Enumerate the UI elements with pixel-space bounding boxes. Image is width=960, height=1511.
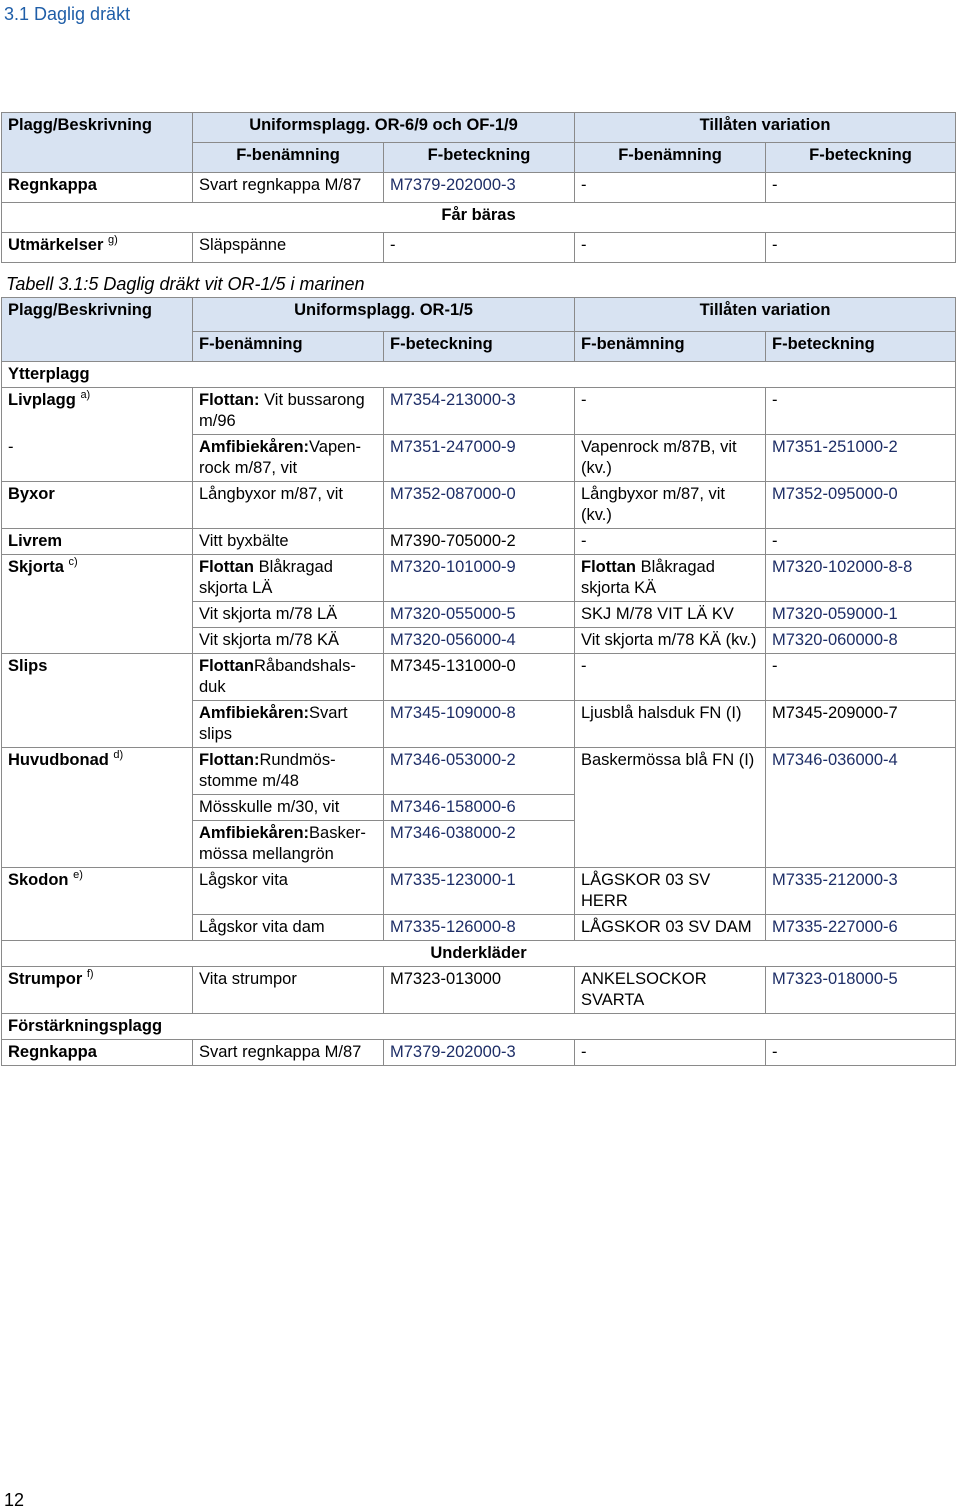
item-code: M7345-109000-8 bbox=[384, 701, 575, 748]
subheader-alt-f-beteckning: F-beteckning bbox=[766, 143, 956, 173]
row-label: Huvudbonad $^{d)}$ bbox=[2, 748, 193, 868]
row-label: Strumpor $^{f)}$ bbox=[2, 967, 193, 1014]
item-name: Mösskulle m/30, vit bbox=[193, 795, 384, 821]
table-row bbox=[2, 435, 956, 482]
item-name: Flottan: Vit bussarong m/96 bbox=[193, 388, 384, 435]
page-number: 12 bbox=[4, 1490, 25, 1510]
alt-item-name: Baskermössa blå FN (I) bbox=[575, 748, 766, 868]
uniform-table-or6 bbox=[1, 112, 956, 263]
item-code: M7320-055000-5 bbox=[384, 602, 575, 628]
item-name: Lågskor vita dam bbox=[193, 915, 384, 941]
subheader-f-benamning: F-benämning bbox=[193, 143, 384, 173]
table-caption: Tabell 3.1:5 Daglig dräkt vit OR-1/5 i marinen bbox=[6, 274, 365, 294]
table-row bbox=[2, 233, 956, 263]
subheader-alt-f-benamning: F-benämning bbox=[575, 332, 766, 362]
item-code: M7346-158000-6 bbox=[384, 795, 575, 821]
alt-item-name: Vit skjorta m/78 KÄ (kv.) bbox=[575, 628, 766, 654]
alt-item-code: - bbox=[766, 654, 956, 701]
item-code: M7345-131000-0 bbox=[384, 654, 575, 701]
alt-item-name: Vapenrock m/87B, vit (kv.) bbox=[575, 435, 766, 482]
column-header-empty bbox=[2, 332, 193, 362]
item-name: Svart regnkappa M/87 bbox=[193, 1040, 384, 1066]
row-label: Utmärkelser $^{g)}$ bbox=[2, 233, 193, 263]
item-name: Svart regnkappa M/87 bbox=[193, 173, 384, 203]
subheader-alt-f-beteckning: F-beteckning bbox=[766, 332, 956, 362]
alt-item-name: LÅGSKOR 03 SV DAM bbox=[575, 915, 766, 941]
item-name: Vitt byxbälte bbox=[193, 529, 384, 555]
item-name: Flottan:Rundmös-stomme m/48 bbox=[193, 748, 384, 795]
item-name: Lågskor vita bbox=[193, 868, 384, 915]
item-code: M7352-087000-0 bbox=[384, 482, 575, 529]
row-label: Skjorta $^{c)}$ bbox=[2, 555, 193, 654]
alt-item-name: Ljusblå halsduk FN (I) bbox=[575, 701, 766, 748]
item-code: M7390-705000-2 bbox=[384, 529, 575, 555]
row-label: Skodon $^{e)}$ bbox=[2, 868, 193, 941]
uniform-table-or1 bbox=[1, 297, 956, 1066]
column-header-uniform: Uniformsplagg. OR-1/5 bbox=[193, 298, 575, 332]
table-row bbox=[2, 555, 956, 602]
column-header-plagg: Plagg/Beskrivning bbox=[2, 113, 193, 143]
row-label: Regnkappa bbox=[2, 173, 193, 203]
alt-item-name: - bbox=[575, 388, 766, 435]
column-header-plagg: Plagg/Beskrivning bbox=[2, 298, 193, 332]
item-name: Vit skjorta m/78 KÄ bbox=[193, 628, 384, 654]
column-header-empty bbox=[2, 143, 193, 173]
alt-item-name: - bbox=[575, 173, 766, 203]
alt-item-code: M7351-251000-2 bbox=[766, 435, 956, 482]
column-header-variation: Tillåten variation bbox=[575, 298, 956, 332]
item-code: M7354-213000-3 bbox=[384, 388, 575, 435]
item-code: M7320-056000-4 bbox=[384, 628, 575, 654]
alt-item-name: - bbox=[575, 1040, 766, 1066]
item-name: Flottan Blåkragad skjorta LÄ bbox=[193, 555, 384, 602]
alt-item-name: - bbox=[575, 529, 766, 555]
alt-item-code: M7323-018000-5 bbox=[766, 967, 956, 1014]
item-name: Amfibiekåren:Basker-mössa mellangrön bbox=[193, 821, 384, 868]
alt-item-code: M7352-095000-0 bbox=[766, 482, 956, 529]
row-label: Livplagg $^{a)}$ bbox=[2, 388, 193, 435]
table-row bbox=[2, 868, 956, 915]
item-code: M7346-053000-2 bbox=[384, 748, 575, 795]
row-label: Slips bbox=[2, 654, 193, 748]
item-code: M7323-013000 bbox=[384, 967, 575, 1014]
item-code: M7320-101000-9 bbox=[384, 555, 575, 602]
row-label: - bbox=[2, 435, 193, 482]
alt-item-code: - bbox=[766, 388, 956, 435]
alt-item-name: ANKELSOCKOR SVARTA bbox=[575, 967, 766, 1014]
table-row bbox=[2, 482, 956, 529]
group-heading: Får bäras bbox=[2, 203, 956, 233]
item-code: M7335-123000-1 bbox=[384, 868, 575, 915]
table-row bbox=[2, 748, 956, 795]
item-name: Vita strumpor bbox=[193, 967, 384, 1014]
alt-item-name: - bbox=[575, 654, 766, 701]
group-heading: Underkläder bbox=[2, 941, 956, 967]
item-name: Långbyxor m/87, vit bbox=[193, 482, 384, 529]
alt-item-code: - bbox=[766, 529, 956, 555]
alt-item-code: M7345-209000-7 bbox=[766, 701, 956, 748]
item-name: Släpspänne bbox=[193, 233, 384, 263]
item-code: M7379-202000-3 bbox=[384, 1040, 575, 1066]
alt-item-code: M7320-102000-8-8 bbox=[766, 555, 956, 602]
alt-item-code: M7335-212000-3 bbox=[766, 868, 956, 915]
table-row bbox=[2, 388, 956, 435]
item-code: M7335-126000-8 bbox=[384, 915, 575, 941]
table-row bbox=[2, 1040, 956, 1066]
subheader-alt-f-benamning: F-benämning bbox=[575, 143, 766, 173]
table-row bbox=[2, 173, 956, 203]
alt-item-code: M7346-036000-4 bbox=[766, 748, 956, 868]
item-code: M7351-247000-9 bbox=[384, 435, 575, 482]
row-label: Byxor bbox=[2, 482, 193, 529]
alt-item-name: - bbox=[575, 233, 766, 263]
subheader-f-beteckning: F-beteckning bbox=[384, 332, 575, 362]
alt-item-name: LÅGSKOR 03 SV HERR bbox=[575, 868, 766, 915]
alt-item-name: Flottan Blåkragad skjorta KÄ bbox=[575, 555, 766, 602]
alt-item-code: - bbox=[766, 173, 956, 203]
row-label: Livrem bbox=[2, 529, 193, 555]
item-code: - bbox=[384, 233, 575, 263]
table-row bbox=[2, 654, 956, 701]
alt-item-name: Långbyxor m/87, vit (kv.) bbox=[575, 482, 766, 529]
subheader-f-benamning: F-benämning bbox=[193, 332, 384, 362]
item-name: Vit skjorta m/78 LÄ bbox=[193, 602, 384, 628]
item-code: M7379-202000-3 bbox=[384, 173, 575, 203]
alt-item-code: M7320-059000-1 bbox=[766, 602, 956, 628]
column-header-uniform: Uniformsplagg. OR-6/9 och OF-1/9 bbox=[193, 113, 575, 143]
table-row bbox=[2, 967, 956, 1014]
item-code: M7346-038000-2 bbox=[384, 821, 575, 868]
alt-item-code: M7320-060000-8 bbox=[766, 628, 956, 654]
column-header-variation: Tillåten variation bbox=[575, 113, 956, 143]
alt-item-name: SKJ M/78 VIT LÄ KV bbox=[575, 602, 766, 628]
group-heading: Ytterplagg bbox=[2, 362, 956, 388]
item-name: FlottanRåbandshals-duk bbox=[193, 654, 384, 701]
alt-item-code: - bbox=[766, 233, 956, 263]
section-heading: 3.1 Daglig dräkt bbox=[4, 4, 131, 24]
table-row bbox=[2, 529, 956, 555]
item-name: Amfibiekåren:Vapen-rock m/87, vit bbox=[193, 435, 384, 482]
alt-item-code: M7335-227000-6 bbox=[766, 915, 956, 941]
item-name: Amfibiekåren:Svart slips bbox=[193, 701, 384, 748]
alt-item-code: - bbox=[766, 1040, 956, 1066]
row-label: Regnkappa bbox=[2, 1040, 193, 1066]
subheader-f-beteckning: F-beteckning bbox=[384, 143, 575, 173]
group-heading: Förstärkningsplagg bbox=[2, 1014, 956, 1040]
